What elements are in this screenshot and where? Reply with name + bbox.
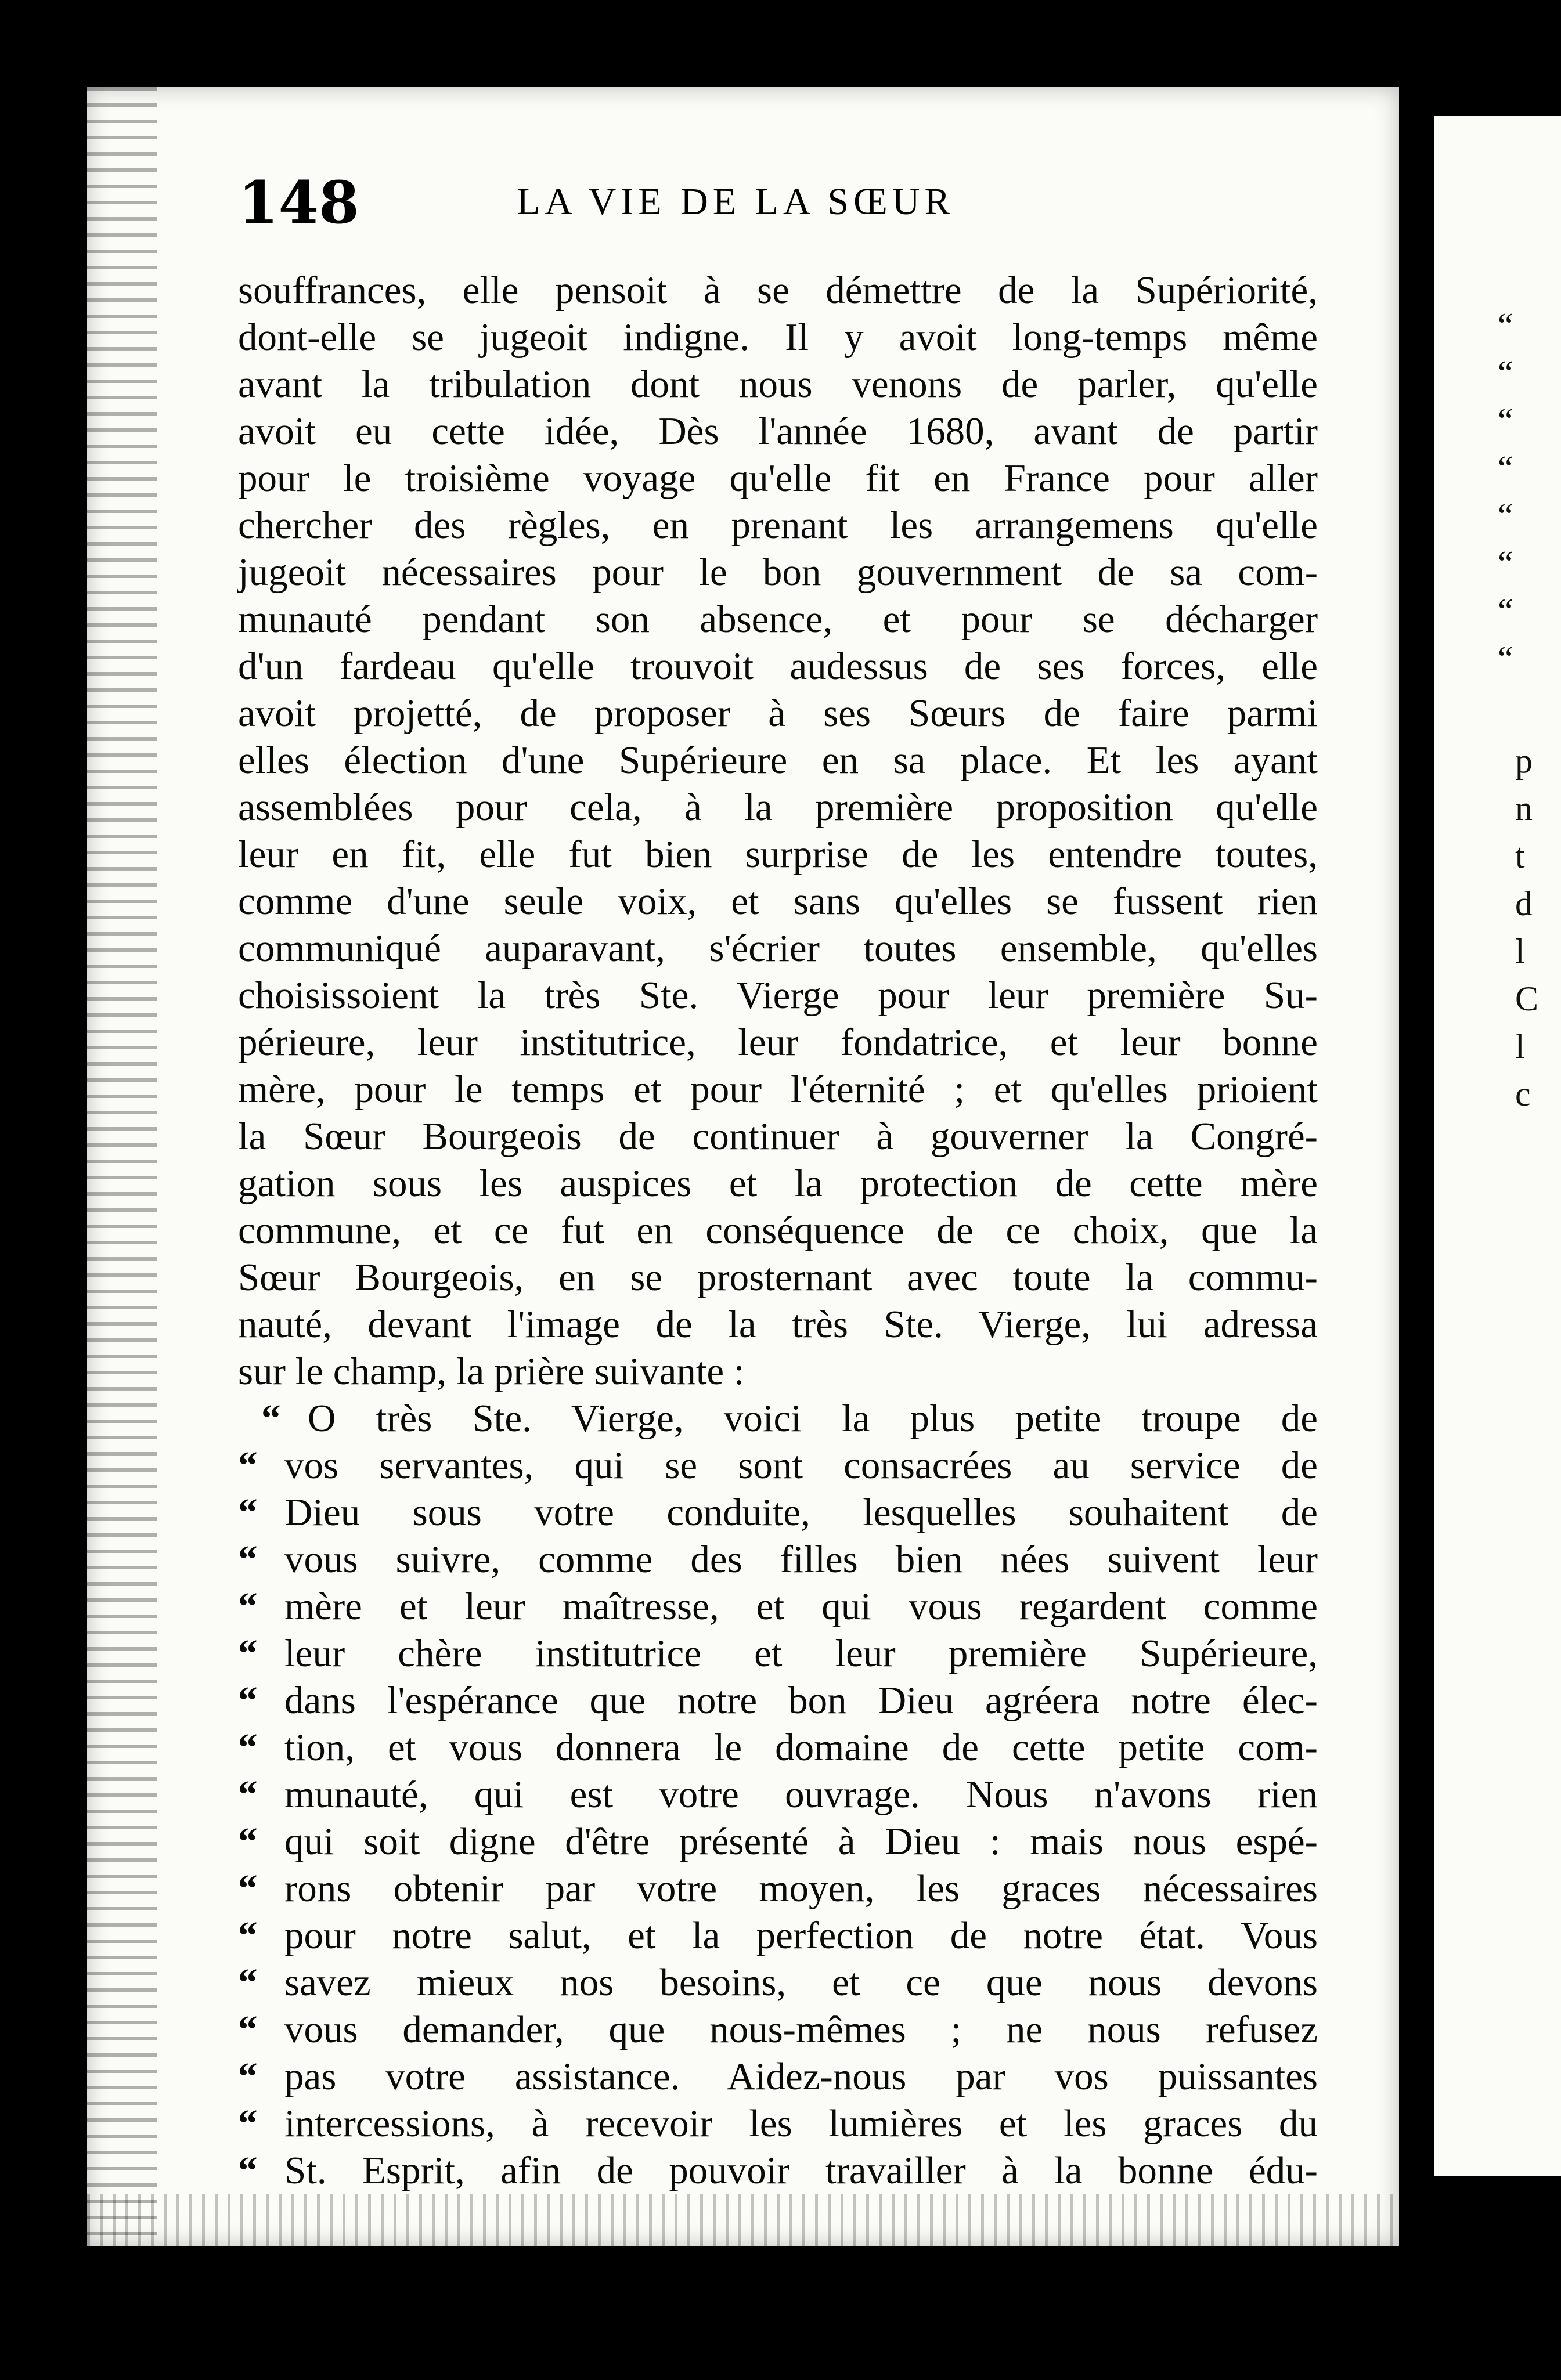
text-line: communiqué auparavant, s'écrier toutes ensemble, qu'elles [238,927,1318,970]
adjacent-quote-line [1434,302,1561,349]
prayer-text: leur chère institutrice et leur première Supérieure, [284,1632,1318,1675]
text-line: gation sous les auspices et la protection de cette mère [238,1162,1318,1205]
prayer-line [238,1489,1318,1536]
prayer-text: St. Esprit, afin de pouvoir travailler à la bonne édu- [284,2149,1318,2192]
text-line: comme d'une seule voix, et sans qu'elles se fussent rien [238,880,1318,923]
prayer-text: O très Ste. Vierge, voici la plus petite troupe de [308,1397,1318,1440]
page-bottom-wear [87,2194,1399,2246]
prayer-text: tion, et vous donnera le domaine de cette petite com- [284,1726,1318,1769]
prayer-line [238,1865,1318,1912]
adjacent-quote-line [1434,587,1561,635]
quotation-mark: “ [238,1538,258,1581]
text-line: elles élection d'une Supérieure en sa place. Et les ayant [238,739,1318,782]
adjacent-letter: l [1515,932,1525,970]
prayer-line [238,2147,1318,2194]
quotation-mark: “ [238,2102,258,2145]
adjacent-letter-line [1434,1070,1561,1118]
adjacent-quote-line [1434,635,1561,682]
adjacent-letter: c [1515,1075,1531,1113]
text-line: leur en fit, elle fut bien surprise de les entendre toutes, [238,833,1318,876]
prayer-text: intercessions, à recevoir les lumières et les graces du [284,2102,1318,2145]
prayer-line [238,1912,1318,1959]
quotation-mark: “ [238,1867,258,1910]
text-line: Sœur Bourgeois, en se prosternant avec toute la commu- [238,1256,1318,1299]
prayer-line [238,2006,1318,2053]
prayer-text: savez mieux nos besoins, et ce que nous devons [284,1961,1318,2004]
page-number: 148 [238,168,359,237]
adjacent-quote-mark: “ [1498,497,1513,535]
adjacent-letter: l [1515,1027,1525,1066]
quotation-mark: “ [238,1585,258,1628]
adjacent-quote-mark: “ [1498,402,1513,440]
quotation-mark: “ [238,1961,258,2004]
prayer-text: vous demander, que nous-mêmes ; ne nous refusez [284,2008,1318,2051]
text-line: munauté pendant son absence, et pour se décharger [238,598,1318,641]
text-line: avant la tribulation dont nous venons de parler, qu'elle [238,363,1318,406]
text-line: d'un fardeau qu'elle trouvoit audessus de ses forces, elle [238,645,1318,688]
quotation-mark: “ [238,2149,258,2192]
adjacent-letter: t [1515,837,1525,875]
text-line: périeure, leur institutrice, leur fondatrice, et leur bonne [238,1021,1318,1064]
prayer-text: Dieu sous votre conduite, lesquelles souhaitent de [284,1491,1318,1534]
prayer-line [238,1771,1318,1818]
quotation-mark: “ [261,1397,281,1440]
quotation-mark: “ [238,1914,258,1957]
text-line: chercher des règles, en prenant les arrangemens qu'elle [238,504,1318,547]
adjacent-letter-line [1434,737,1561,785]
running-title: LA VIE DE LA SŒUR [517,180,955,223]
prayer-text: qui soit digne d'être présenté à Dieu : mais nous espé- [284,1820,1318,1863]
adjacent-quote-line [1434,540,1561,587]
text-line: sur le champ, la prière suivante : [238,1350,745,1393]
adjacent-quote-mark: “ [1498,592,1513,630]
adjacent-quote-line [1434,349,1561,397]
prayer-line [238,1677,1318,1724]
prayer-line [238,1724,1318,1771]
quotation-mark: “ [238,1820,258,1863]
prayer-line [238,1583,1318,1630]
prayer-line [238,1442,1318,1489]
prayer-paragraph [238,1395,1318,2194]
adjacent-letter-line [1434,785,1561,832]
text-line: jugeoit nécessaires pour le bon gouvernment de sa com- [238,551,1318,594]
text-line: assemblées pour cela, à la première proposition qu'elle [238,786,1318,829]
prayer-line [238,1818,1318,1865]
text-line: pour le troisième voyage qu'elle fit en France pour aller [238,457,1318,500]
adjacent-letter-line [1434,927,1561,975]
adjacent-letter-line [1434,975,1561,1023]
adjacent-quote-mark: “ [1498,354,1513,392]
adjacent-quote-mark: “ [1498,544,1513,583]
adjacent-letter: p [1515,742,1533,780]
text-line: avoit eu cette idée, Dès l'année 1680, avant de partir [238,410,1318,453]
prayer-text: vos servantes, qui se sont consacrées au service de [284,1444,1318,1487]
prayer-text: rons obtenir par votre moyen, les graces nécessaires [284,1867,1318,1910]
prayer-line [238,1959,1318,2006]
page-body [238,267,1318,2194]
quotation-mark: “ [238,1773,258,1816]
prayer-text: dans l'espérance que notre bon Dieu agréera notre élec- [284,1679,1318,1722]
prayer-line [238,1536,1318,1583]
adjacent-letter: d [1515,884,1533,923]
page-edge-wear [87,87,157,2246]
quotation-mark: “ [238,1444,258,1487]
quotation-mark: “ [238,1491,258,1534]
text-line: la Sœur Bourgeois de continuer à gouverner la Congré- [238,1115,1318,1158]
text-line: avoit projetté, de proposer à ses Sœurs de faire parmi [238,692,1318,735]
text-line: nauté, devant l'image de la très Ste. Vierge, lui adressa [238,1303,1318,1346]
adjacent-letter-line [1434,1023,1561,1070]
prayer-line [238,2053,1318,2100]
prayer-text: pas votre assistance. Aidez-nous par vos puissantes [284,2055,1318,2098]
quotation-mark: “ [238,1632,258,1675]
adjacent-quote-mark: “ [1498,449,1513,487]
quotation-mark: “ [238,2008,258,2051]
adjacent-quote-line [1434,445,1561,492]
adjacent-letter-line [1434,832,1561,880]
prayer-line [238,2100,1318,2147]
text-line: mère, pour le temps et pour l'éternité ; et qu'elles prioient [238,1068,1318,1111]
text-line: dont-elle se jugeoit indigne. Il y avoit long-temps même [238,316,1318,359]
quotation-mark: “ [238,2055,258,2098]
text-line: souffrances, elle pensoit à se démettre de la Supériorité, [238,269,1318,312]
adjacent-quote-line [1434,492,1561,540]
text-line: commune, et ce fut en conséquence de ce choix, que la [238,1209,1318,1252]
narrative-paragraph [238,267,1318,1395]
prayer-text: vous suivre, comme des filles bien nées suivent leur [284,1538,1318,1581]
adjacent-letter: n [1515,789,1533,828]
adjacent-letter-line [1434,880,1561,927]
quotation-mark: “ [238,1726,258,1769]
adjacent-quote-mark: “ [1498,640,1513,678]
prayer-text: munauté, qui est votre ouvrage. Nous n'avons rien [284,1773,1318,1816]
prayer-line [238,1395,1318,1442]
prayer-line [238,1630,1318,1677]
adjacent-letter: C [1515,980,1539,1018]
quotation-mark: “ [238,1679,258,1722]
prayer-text: mère et leur maîtresse, et qui vous regardent comme [284,1585,1318,1628]
text-line: choisissoient la très Ste. Vierge pour leur première Su- [238,974,1318,1017]
prayer-text: pour notre salut, et la perfection de notre état. Vous [284,1914,1318,1957]
adjacent-quote-mark: “ [1498,306,1513,345]
adjacent-quote-line [1434,397,1561,445]
